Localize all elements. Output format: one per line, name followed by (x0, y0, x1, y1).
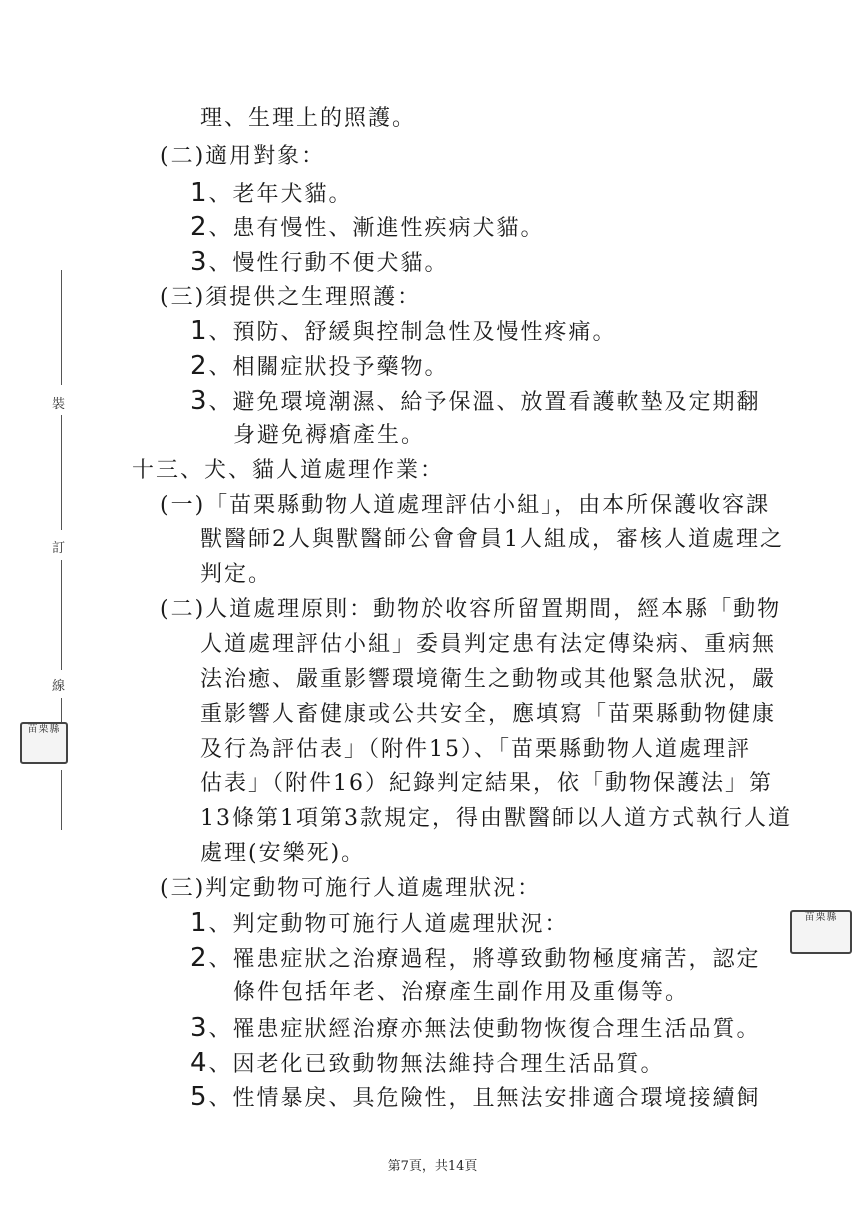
binding-char-xian: 線 (52, 679, 66, 694)
list-text: 、罹患症狀之治療過程，將導致動物極度痛苦，認定 (208, 947, 761, 972)
text-line: (三)判定動物可施行人道處理狀況： (160, 876, 542, 901)
text-line: 13條第1項第3款規定，得由獸醫師以人道方式執行人道 (200, 806, 792, 831)
text-line: 法治癒、嚴重影響環境衛生之動物或其他緊急狀況，嚴 (200, 667, 777, 692)
list-text: 、避免環境潮濕、給予保溫、放置看護軟墊及定期翻 (208, 390, 761, 415)
list-number: 3 (190, 247, 209, 277)
binding-line-top (61, 270, 62, 385)
seal-stamp-left: 苗栗縣 (20, 722, 68, 764)
list-text: 、慢性行動不便犬貓。 (208, 251, 449, 276)
list-item (190, 945, 761, 973)
list-item (190, 353, 449, 381)
list-item (190, 318, 617, 346)
page-footer: 第7頁，共14頁 (387, 1159, 478, 1174)
text-line: 人道處理評估小組」委員判定患有法定傳染病、重病無 (200, 632, 777, 657)
text-line: 身避免褥瘡產生。 (233, 423, 426, 448)
list-number: 3 (190, 1013, 209, 1043)
text-line: (二)適用對象： (160, 144, 326, 169)
text-line: 估表」（附件16）紀錄判定結果，依「動物保護法」第 (200, 771, 773, 796)
text-line: 重影響人畜健康或公共安全，應填寫「苗栗縣動物健康 (200, 702, 777, 727)
binding-char-ding: 訂 (52, 541, 66, 556)
text-line: 及行為評估表」（附件15）、「苗栗縣動物人道處理評 (200, 737, 751, 762)
text-line: 處理(安樂死)。 (200, 841, 366, 866)
list-item (190, 1015, 761, 1043)
list-item (190, 910, 569, 938)
text-line: 獸醫師2人與獸醫師公會會員1人組成，審核人道處理之 (200, 527, 784, 552)
list-item (190, 388, 761, 416)
text-line: 理、生理上的照護。 (200, 106, 417, 131)
list-number: 4 (190, 1048, 209, 1078)
list-item (190, 1084, 761, 1112)
list-number: 1 (190, 316, 209, 346)
binding-line-lower (61, 560, 62, 670)
list-text: 、老年犬貓。 (208, 182, 353, 207)
list-text: 、性情暴戾、具危險性，且無法安排適合環境接續飼 (208, 1086, 761, 1111)
binding-line-bottom-a (61, 698, 62, 723)
list-number: 1 (190, 908, 209, 938)
list-item (190, 249, 449, 277)
list-text: 、罹患症狀經治療亦無法使動物恢復合理生活品質。 (208, 1017, 761, 1042)
list-number: 2 (190, 943, 209, 973)
text-line: (三)須提供之生理照護： (160, 285, 422, 310)
list-number: 5 (190, 1082, 209, 1112)
list-number: 2 (190, 212, 209, 242)
list-number: 1 (190, 178, 209, 208)
list-text: 、判定動物可施行人道處理狀況： (208, 912, 569, 937)
binding-line-bottom-b (61, 770, 62, 830)
text-line: 條件包括年老、治療產生副作用及重傷等。 (233, 980, 690, 1005)
list-text: 、患有慢性、漸進性疾病犬貓。 (208, 216, 545, 241)
list-text: 、因老化已致動物無法維持合理生活品質。 (208, 1052, 665, 1077)
section-heading: 十三、犬、貓人道處理作業： (132, 458, 445, 483)
list-number: 3 (190, 386, 209, 416)
list-item (190, 1050, 665, 1078)
text-line: (二)人道處理原則：動物於收容所留置期間，經本縣「動物 (160, 597, 782, 622)
text-line: 判定。 (200, 562, 273, 587)
binding-line-middle (61, 415, 62, 530)
seal-stamp-right: 苗栗縣 (790, 910, 852, 954)
list-number: 2 (190, 351, 209, 381)
list-item (190, 214, 545, 242)
text-line: (一)「苗栗縣動物人道處理評估小組」，由本所保護收容課 (160, 493, 771, 518)
list-text: 、預防、舒緩與控制急性及慢性疼痛。 (208, 320, 617, 345)
binding-char-zhuang: 裝 (52, 397, 66, 412)
list-item (190, 180, 353, 208)
list-text: 、相關症狀投予藥物。 (208, 355, 449, 380)
